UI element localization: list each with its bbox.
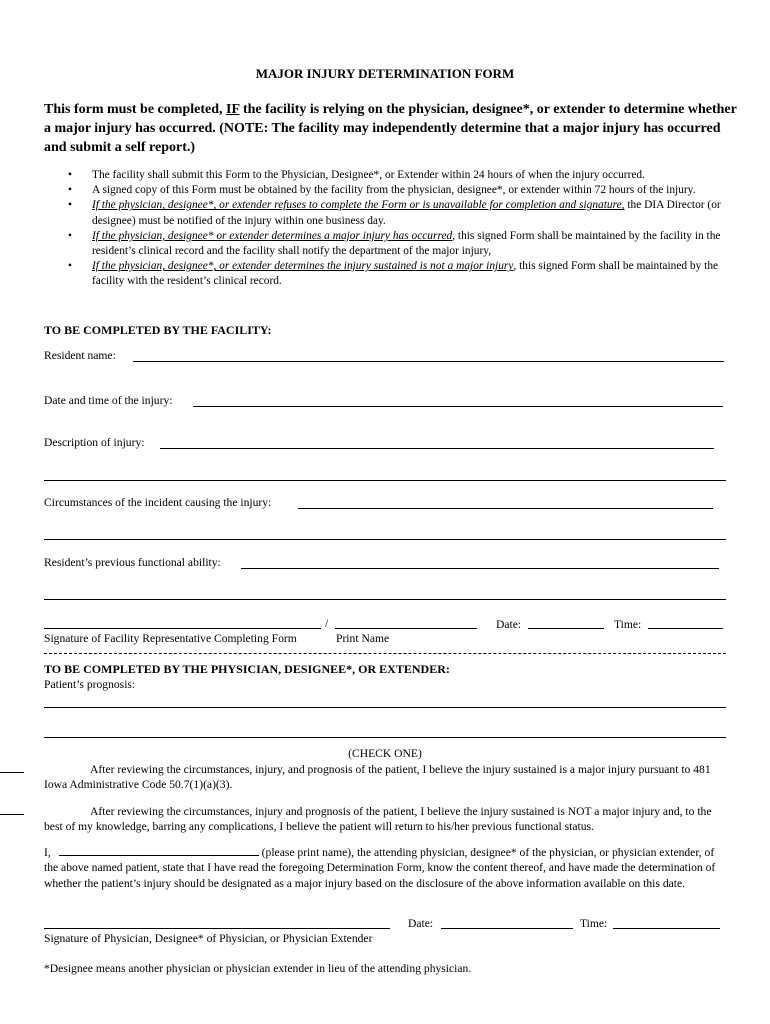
physician-attestation <box>44 845 720 891</box>
physician-section-heading: TO BE COMPLETED BY THE PHYSICIAN, DESIGNEE*, OR EXTENDER: <box>44 662 450 676</box>
physician-date-label: Date: <box>408 917 434 930</box>
incident-circumstances-label: Circumstances of the incident causing the injury: <box>44 496 272 509</box>
instruction-item <box>68 198 728 228</box>
injury-date-time-label: Date and time of the injury: <box>44 394 173 407</box>
injury-description-field[interactable] <box>160 448 714 449</box>
instruction-item <box>68 183 728 198</box>
previous-ability-label: Resident’s previous functional ability: <box>44 556 221 569</box>
instruction-emphasis: If the physician, designee*, or extender determines the injury sustained is not a major injury <box>92 260 514 273</box>
previous-ability-extra-line[interactable] <box>44 599 726 600</box>
prognosis-label: Patient’s prognosis: <box>44 678 136 691</box>
check-one-label: (CHECK ONE) <box>348 747 422 760</box>
facility-date-label: Date: <box>496 618 522 631</box>
injury-description-label: Description of injury: <box>44 436 145 449</box>
instruction-text: , this signed Form shall be maintained by the facility with the resident’s clinical record. <box>92 260 719 288</box>
facility-section-heading: TO BE COMPLETED BY THE FACILITY: <box>44 323 272 337</box>
instruction-item <box>68 229 728 259</box>
attestation-prefix: I, <box>44 846 51 859</box>
physician-time-field[interactable] <box>613 928 720 929</box>
facility-signature-caption: Signature of Facility Representative Completing Form <box>44 632 297 645</box>
physician-signature-field[interactable] <box>44 928 390 929</box>
facility-print-name-field[interactable] <box>335 628 477 629</box>
option-major-text: After reviewing the circumstances, injury, and prognosis of the patient, I believe the injury sustained is a major injury pursuant to 481 Iowa Administrative Code 50.7(1)(a)(3). <box>44 763 711 792</box>
prognosis-line-2[interactable] <box>44 737 726 738</box>
facility-time-label: Time: <box>614 618 642 631</box>
print-name-caption: Print Name <box>336 632 390 645</box>
major-injury-checkbox[interactable] <box>0 762 24 773</box>
resident-name-label: Resident name: <box>44 349 116 362</box>
instruction-item <box>68 259 728 289</box>
physician-print-name-field[interactable] <box>59 845 259 856</box>
resident-name-field[interactable] <box>133 361 724 362</box>
incident-circumstances-field[interactable] <box>298 508 713 509</box>
instruction-emphasis: If the physician, designee*, or extender refuses to complete the Form or is unavailable for completion and signature, <box>92 199 625 212</box>
facility-time-field[interactable] <box>648 628 723 629</box>
option-major-injury <box>44 762 720 793</box>
instructions-list <box>68 168 728 290</box>
instruction-text: The facility shall submit this Form to the Physician, Designee*, or Extender within 24 hours of when the injury occurred. <box>92 169 645 181</box>
previous-ability-field[interactable] <box>241 568 719 569</box>
option-not-major-injury <box>44 804 720 835</box>
section-divider <box>44 653 726 654</box>
circumstances-extra-line[interactable] <box>44 539 726 540</box>
instruction-text: A signed copy of this Form must be obtained by the facility from the physician, designee*, or extender within 72 hours of the injury. <box>92 184 696 197</box>
instruction-emphasis: If the physician, designee* or extender determines a major injury has occurred <box>92 229 453 242</box>
prognosis-line-1[interactable] <box>44 707 726 708</box>
physician-time-label: Time: <box>580 917 608 930</box>
injury-date-time-field[interactable] <box>193 406 723 407</box>
option-not-major-text: After reviewing the circumstances, injury and prognosis of the patient, I believe the injury sustained is NOT a major injury and, to the best of my knowledge, barring any complications, I believe the patient will return to his/her previous functional status. <box>44 805 712 834</box>
form-title: MAJOR INJURY DETERMINATION FORM <box>255 66 515 81</box>
designee-footnote: *Designee means another physician or physician extender in lieu of the attending physician. <box>44 962 472 975</box>
physician-signature-caption: Signature of Physician, Designee* of Physician, or Physician Extender <box>44 932 373 945</box>
facility-signature-field[interactable] <box>44 628 321 629</box>
instruction-text: , this signed Form shall be maintained by the facility in the resident’s clinical record and the facility shall notify the department of the major injury, <box>92 229 721 258</box>
facility-date-field[interactable] <box>528 628 604 629</box>
physician-date-field[interactable] <box>441 928 573 929</box>
attestation-text: (please print name), the attending physician, designee* of the physician, or physician extender, of the above named patient, state that I have read the foregoing Determination Form, know the content thereof, and have made the determination of whether the patient’s injury should be designated as a major injury based on the disclosure of the above information available on this date. <box>44 846 716 890</box>
intro-part-1: This form must be completed, <box>44 102 226 117</box>
intro-if: IF <box>226 102 240 117</box>
signature-slash: / <box>325 617 329 630</box>
description-extra-line[interactable] <box>44 480 726 481</box>
intro-part-2: the facility is relying on the physician, designee*, or extender to determine whether a major injury has occurred. (NOTE: The facility may independently determine that a major injury has occurred and submit a self report.) <box>44 102 737 155</box>
not-major-injury-checkbox[interactable] <box>0 804 24 815</box>
instruction-item <box>68 168 728 183</box>
instruction-text: the DIA Director (or designee) must be notified of the injury within one business day. <box>92 199 721 227</box>
form-intro <box>44 100 744 157</box>
